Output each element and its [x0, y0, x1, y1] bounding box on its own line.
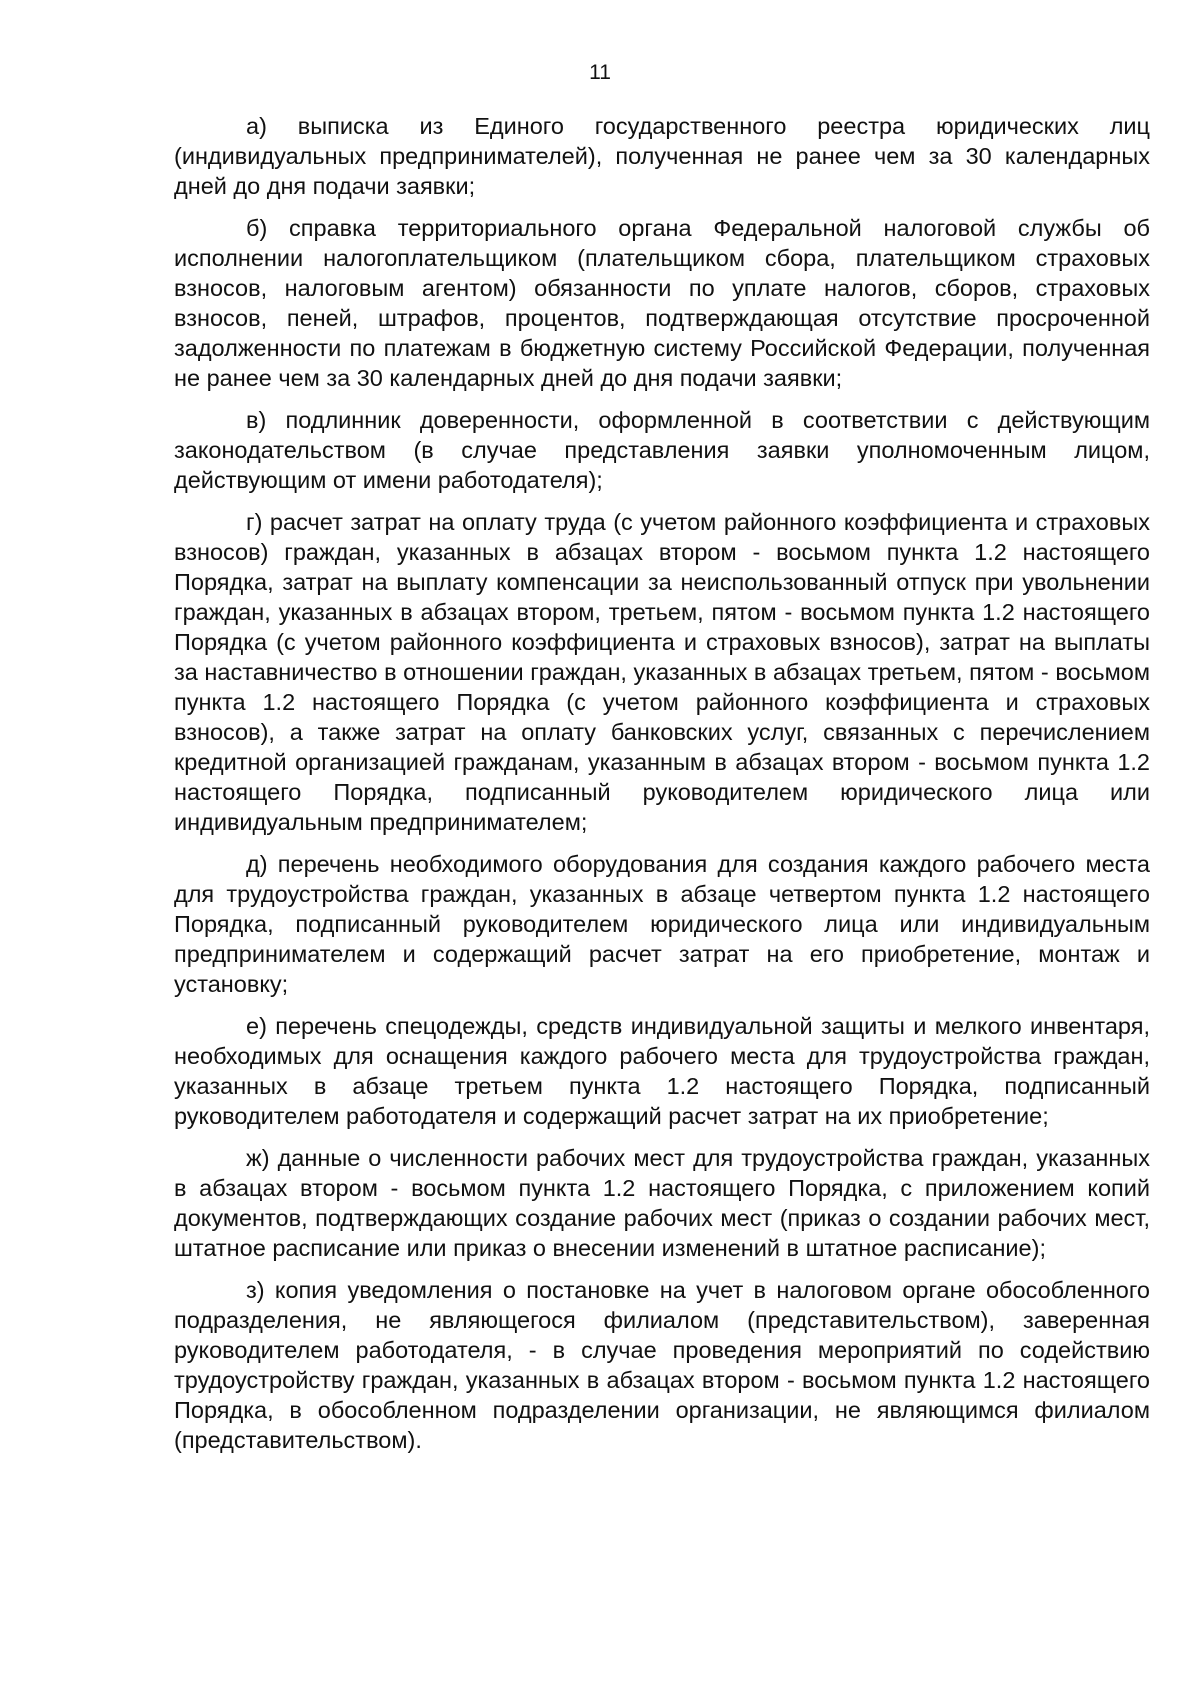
paragraph-g: г) расчет затрат на оплату труда (с учетом районного коэффициента и страховых взносов) граждан, указанных в абзацах втором - восьмом пункта 1.2 настоящего Порядка, затрат на выплату компенсации за неиспользованный отпуск при увольнении граждан, указанных в абзацах втором, третьем, пятом - восьмом пункта 1.2 настоящего Порядка (с учетом районного коэффициента и страховых взносов), затрат на выплаты за наставничество в отношении граждан, указанных в абзацах третьем, пятом - восьмом пункта 1.2 настоящего Порядка (с учетом районного коэффициента и страховых взносов), а также затрат на оплату банковских услуг, связанных с перечислением кредитной организацией гражданам, указанным в абзацах втором - восьмом пункта 1.2 настоящего Порядка, подписанный руководителем юридического лица или индивидуальным предпринимателем; [174, 509, 1150, 835]
page-number: 11 [589, 61, 611, 84]
paragraph-a: а) выписка из Единого государственного реестра юридических лиц (индивидуальных предпринимателей), полученная не ранее чем за 30 календарных дней до дня подачи заявки; [174, 113, 1150, 199]
paragraph-b: б) справка территориального органа Федеральной налоговой службы об исполнении налогоплательщиком (плательщиком сбора, плательщиком страховых взносов, налоговым агентом) обязанности по уплате налогов, сборов, страховых взносов, пеней, штрафов, процентов, подтверждающая отсутствие просроченной задолженности по платежам в бюджетную систему Российской Федерации, полученная не ранее чем за 30 календарных дней до дня подачи заявки; [174, 215, 1150, 391]
paragraph-e: е) перечень спецодежды, средств индивидуальной защиты и мелкого инвентаря, необходимых для оснащения каждого рабочего места для трудоустройства граждан, указанных в абзаце третьем пункта 1.2 настоящего Порядка, подписанный руководителем работодателя и содержащий расчет затрат на их приобретение; [174, 1013, 1150, 1129]
paragraph-d: д) перечень необходимого оборудования для создания каждого рабочего места для трудоустройства граждан, указанных в абзаце четвертом пункта 1.2 настоящего Порядка, подписанный руководителем юридического лица или индивидуальным предпринимателем и содержащий расчет затрат на его приобретение, монтаж и установку; [174, 851, 1150, 997]
paragraph-zh: ж) данные о численности рабочих мест для трудоустройства граждан, указанных в абзацах втором - восьмом пункта 1.2 настоящего Порядка, с приложением копий документов, подтверждающих создание рабочих мест (приказ о создании рабочих мест, штатное расписание или приказ о внесении изменений в штатное расписание); [174, 1145, 1150, 1261]
paragraph-z: з) копия уведомления о постановке на учет в налоговом органе обособленного подразделения, не являющегося филиалом (представительством), заверенная руководителем работодателя, - в случае проведения мероприятий по содействию трудоустройству граждан, указанных в абзацах втором - восьмом пункта 1.2 настоящего Порядка, в обособленном подразделении организации, не являющимся филиалом (представительством). [174, 1277, 1150, 1453]
paragraph-v: в) подлинник доверенности, оформленной в соответствии с действующим законодательством (в случае представления заявки уполномоченным лицом, действующим от имени работодателя); [174, 407, 1150, 493]
document-body [174, 111, 1150, 1467]
